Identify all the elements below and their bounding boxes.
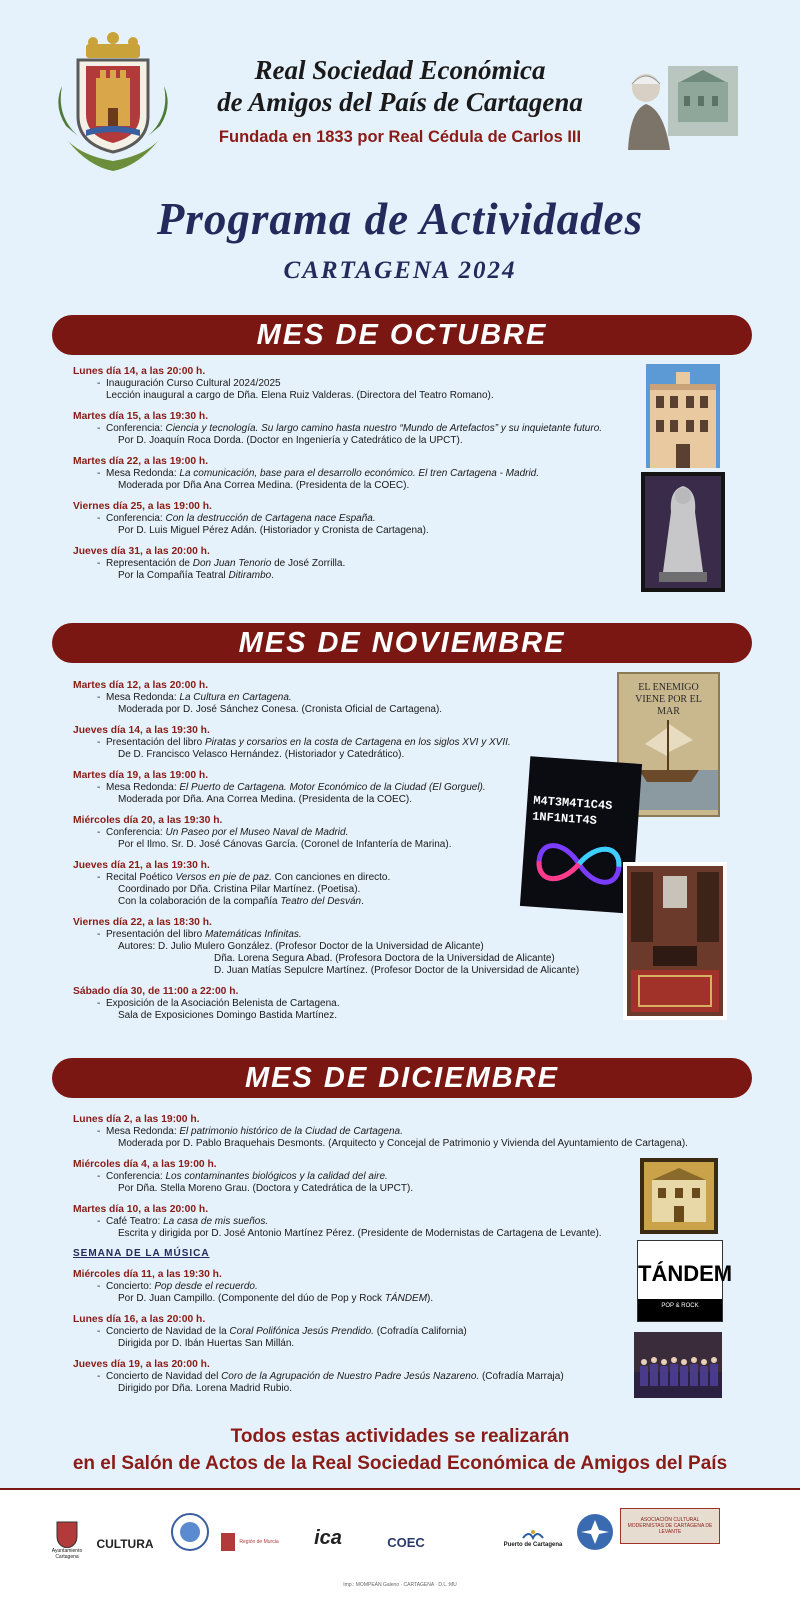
belenista-seal-icon	[575, 1512, 615, 1572]
event-detail: Moderada por Dña. Ana Correa Medina. (Presidenta de la COEC).	[118, 794, 413, 805]
venue-note-line1: Todos estas actividades se realizarán	[230, 1426, 570, 1447]
program-subtitle: CARTAGENA 2024	[283, 257, 517, 284]
event-item	[73, 1203, 733, 1240]
music-week-heading: SEMANA DE LA MÚSICA	[73, 1248, 210, 1259]
cultura-logo: CULTURA	[96, 1537, 154, 1551]
event-date: Jueves día 31, a las 20:00 h.	[73, 546, 210, 557]
event-date: Miércoles día 20, a las 19:30 h.	[73, 815, 223, 826]
coec-logo: COEC	[387, 1534, 425, 1550]
event-detail: Dña. Lorena Segura Abad. (Profesora Doctora de la Universidad de Alicante)	[214, 953, 555, 964]
city-crest-icon	[55, 1520, 79, 1548]
event-detail: De D. Francisco Velasco Hernández. (Historiador y Catedrático).	[118, 749, 405, 760]
venue-note-line2: en el Salón de Actos de la Real Sociedad Económica de Amigos del País	[72, 1453, 728, 1474]
modernist-poster-icon	[640, 1158, 718, 1234]
event-title: - Presentación del libro Matemáticas Infinitas.	[73, 929, 733, 941]
event-title: - Mesa Redonda: El Puerto de Cartagena. Motor Económico de la Ciudad (El Gorguel).	[73, 782, 733, 794]
choir-photo-icon	[634, 1332, 722, 1398]
event-title: - Mesa Redonda: El patrimonio histórico de la Ciudad de Cartagena.	[73, 1126, 733, 1138]
event-detail: Autores: D. Julio Mulero González. (Profesor Doctor de la Universidad de Alicante)	[118, 941, 484, 952]
event-title: - Inauguración Curso Cultural 2024/2025	[73, 378, 733, 390]
event-detail: Dirigida por D. Ibán Huertas San Millán.	[118, 1338, 295, 1349]
imprint: Imp.: MOMPEÁN Galeno · CARTAGENA · D.L.:MU	[343, 1582, 457, 1588]
month-banner-october: MES DE OCTUBRE	[52, 315, 752, 355]
event-item	[73, 1158, 733, 1195]
event-detail: Por Dña. Stella Moreno Grau. (Doctora y Catedrática de la UPCT).	[118, 1183, 414, 1194]
event-detail: Lección inaugural a cargo de Dña. Elena Ruiz Valderas. (Directora del Teatro Romano).	[106, 390, 494, 401]
event-detail: Moderada por D. José Sánchez Conesa. (Cronista Oficial de Cartagena).	[118, 704, 443, 715]
event-date: Martes día 22, a las 19:00 h.	[73, 456, 209, 467]
event-title: - Mesa Redonda: La comunicación, base para el desarrollo económico. El tren Cartagena - Madrid.	[73, 468, 733, 480]
event-detail: Por D. Juan Campillo. (Componente del dúo de Pop y Rock TÁNDEM).	[118, 1293, 434, 1304]
event-detail: Con la colaboración de la compañía Teatro del Desván.	[118, 896, 364, 907]
building-photo-icon	[646, 364, 720, 468]
event-item	[73, 410, 733, 447]
founded-note: Fundada en 1833 por Real Cédula de Carlos III	[218, 128, 582, 146]
puerto-cartagena-logo: Puerto de Cartagena	[500, 1508, 566, 1568]
event-title: - Concierto: Pop desde el recuerdo.	[73, 1281, 733, 1293]
event-detail: Por D. Luis Miguel Pérez Adán. (Historiador y Cronista de Cartagena).	[118, 525, 429, 536]
event-title: - Café Teatro: La casa de mis sueños.	[73, 1216, 733, 1228]
event-date: Jueves día 14, a las 19:30 h.	[73, 725, 210, 736]
book-cover-enemigo: EL ENEMIGO VIENE POR EL MAR	[617, 672, 720, 817]
rsea-seal-icon	[170, 1512, 210, 1572]
sponsor-logos-bar	[0, 1488, 800, 1600]
infinity-symbol-icon	[521, 830, 637, 898]
event-date: Jueves día 19, a las 20:00 h.	[73, 1359, 210, 1370]
event-title: - Exposición de la Asociación Belenista de Cartagena.	[73, 998, 733, 1010]
statue-photo-icon	[641, 472, 725, 592]
event-detail: Por la Compañía Teatral Ditirambo.	[118, 570, 275, 581]
event-date: Lunes día 2, a las 19:00 h.	[73, 1114, 200, 1125]
events-october	[73, 365, 733, 590]
event-item	[73, 1268, 733, 1305]
book-cover-matematicas: M4T3M4T1C4S 1NF1N1T4S	[520, 756, 642, 913]
event-date: Martes día 19, a las 19:00 h.	[73, 770, 209, 781]
event-date: Lunes día 14, a las 20:00 h.	[73, 366, 206, 377]
event-title: - Representación de Don Juan Tenorio de José Zorrilla.	[73, 558, 733, 570]
murcia-crest-icon	[221, 1533, 235, 1551]
event-date: Martes día 12, a las 20:00 h.	[73, 680, 209, 691]
ica-logo: ica	[314, 1526, 342, 1549]
event-date: Miércoles día 4, a las 19:00 h.	[73, 1159, 217, 1170]
event-date: Martes día 15, a las 19:30 h.	[73, 411, 209, 422]
month-banner-november: MES DE NOVIEMBRE	[52, 623, 752, 663]
program-title: Programa de Actividades	[156, 194, 644, 244]
event-title: - Conferencia: Con la destrucción de Cartagena nace España.	[73, 513, 733, 525]
event-detail: D. Juan Matías Sepulcre Martínez. (Profesor Doctor de la Universidad de Alicante)	[214, 965, 580, 976]
carlos-iii-portrait-icon	[618, 66, 738, 150]
event-title: - Conferencia: Los contaminantes biológicos y la calidad del aire.	[73, 1171, 733, 1183]
header	[0, 0, 800, 190]
society-name-line1: Real Sociedad Económica	[254, 55, 546, 85]
event-date: Viernes día 22, a las 18:30 h.	[73, 917, 212, 928]
port-wave-icon	[521, 1528, 545, 1542]
event-detail: Coordinado por Dña. Cristina Pilar Martínez. (Poetisa).	[118, 884, 361, 895]
modernistas-logo: ASOCIACIÓN CULTURAL MODERNISTAS DE CARTAGENA DE LEVANTE	[620, 1508, 720, 1544]
salon-photo-icon	[623, 862, 727, 1020]
event-title: - Concierto de Navidad del Coro de la Agrupación de Nuestro Padre Jesús Nazareno. (Cofradía Marraja)	[73, 1371, 733, 1383]
event-date: Viernes día 25, a las 19:00 h.	[73, 501, 212, 512]
event-detail: Sala de Exposiciones Domingo Bastida Martínez.	[118, 1010, 338, 1021]
event-title: - Conferencia: Ciencia y tecnología. Su largo camino hasta nuestro “Mundo de Artefactos” y su inquietante futuro.	[73, 423, 733, 435]
event-date: Sábado día 30, de 11:00 a 22:00 h.	[73, 986, 239, 997]
event-date: Jueves día 21, a las 19:30 h.	[73, 860, 210, 871]
event-item	[73, 455, 733, 492]
event-title: - Concierto de Navidad de la Coral Polifónica Jesús Prendido. (Cofradía California)	[73, 1326, 733, 1338]
ayuntamiento-logo: Ayuntamiento Cartagena	[50, 1510, 84, 1570]
event-title: - Recital Poético Versos en pie de paz. Con canciones en directo.	[73, 872, 733, 884]
event-item	[73, 500, 733, 537]
event-detail: Dirigido por Dña. Lorena Madrid Rubio.	[118, 1383, 292, 1394]
event-detail: Escrita y dirigida por D. José Antonio Martínez Pérez. (Presidente de Modernistas de Cartagena de Levante).	[118, 1228, 602, 1239]
event-date: Lunes día 16, a las 20:00 h.	[73, 1314, 206, 1325]
event-item	[73, 365, 733, 402]
event-item	[73, 545, 733, 582]
event-date: Miércoles día 11, a las 19:30 h.	[73, 1269, 222, 1280]
event-title: - Conferencia: Un Paseo por el Museo Naval de Madrid.	[73, 827, 733, 839]
event-detail: Por el Ilmo. Sr. D. José Cánovas García. (Coronel de Infantería de Marina).	[118, 839, 452, 850]
region-murcia-logo: Región de Murcia	[215, 1512, 285, 1572]
month-banner-december: MES DE DICIEMBRE	[52, 1058, 752, 1098]
society-name-line2: de Amigos del País de Cartagena	[217, 87, 583, 117]
tandem-poster: TÁNDEM POP & ROCK	[637, 1240, 723, 1322]
event-detail: Moderada por D. Pablo Braquehais Desmonts. (Arquitecto y Concejal de Patrimonio y Vivienda del Ayuntamiento de Cartagena).	[118, 1138, 688, 1149]
event-item	[73, 1113, 733, 1150]
event-date: Martes día 10, a las 20:00 h.	[73, 1204, 209, 1215]
event-title: - Presentación del libro Piratas y corsarios en la costa de Cartagena en los siglos XVI y XVII.	[73, 737, 733, 749]
event-detail: Moderada por Dña Ana Correa Medina. (Presidenta de la COEC).	[118, 480, 410, 491]
event-title: - Mesa Redonda: La Cultura en Cartagena.	[73, 692, 733, 704]
event-detail: Por D. Joaquín Roca Dorda. (Doctor en Ingeniería y Catedrático de la UPCT).	[118, 435, 463, 446]
